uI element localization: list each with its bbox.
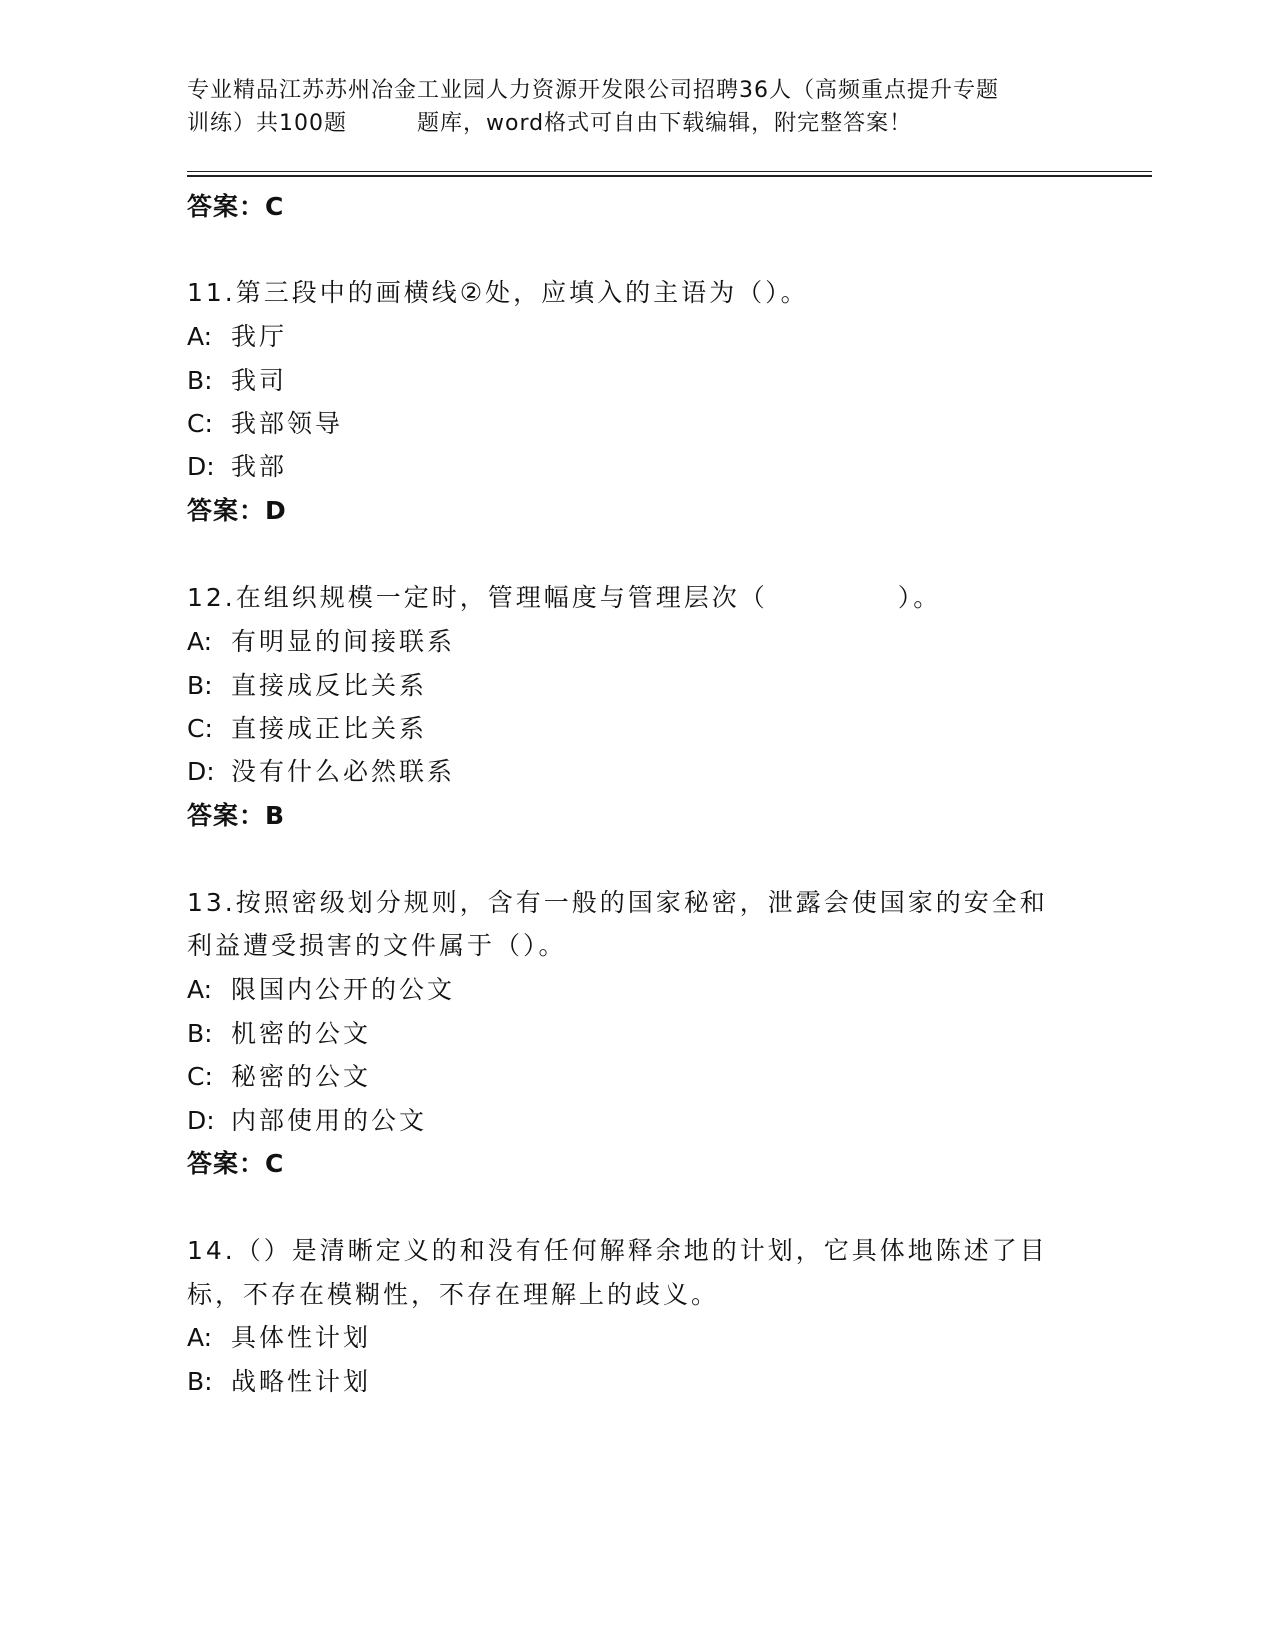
question-12-answer: 答案：B	[187, 801, 286, 830]
previous-answer: 答案：C	[187, 192, 285, 221]
question-12-stem-part-1: 12.在组织规模一定时，管理幅度与管理层次（	[187, 583, 768, 612]
header-line-2	[187, 107, 1087, 140]
option-letter: C:	[187, 409, 213, 438]
question-13-option-a	[187, 973, 455, 1007]
header-line-2-part-1: 训练）共100题	[187, 111, 347, 136]
option-letter: D:	[187, 1106, 215, 1135]
option-text: 战略性计划	[231, 1367, 372, 1396]
option-text: 机密的公文	[231, 1019, 372, 1048]
question-14-stem-line-2: 标，不存在模糊性，不存在理解上的歧义。	[187, 1280, 720, 1309]
question-14-option-a	[187, 1321, 371, 1355]
option-letter: C:	[187, 714, 213, 743]
question-11-stem: 11.第三段中的画横线②处，应填入的主语为（）。	[187, 278, 809, 307]
question-13-option-d	[187, 1104, 427, 1138]
question-13-stem-line-1: 13.按照密级划分规则，含有一般的国家秘密，泄露会使国家的安全和	[187, 888, 1048, 917]
option-letter: D:	[187, 452, 215, 481]
option-text: 有明显的间接联系	[231, 627, 456, 656]
option-letter: A:	[187, 975, 213, 1004]
option-letter: B:	[187, 1019, 213, 1048]
question-12-option-d	[187, 755, 455, 789]
option-letter: B:	[187, 366, 213, 395]
option-letter: A:	[187, 322, 213, 351]
question-12-option-a	[187, 625, 455, 659]
question-13-option-c	[187, 1060, 371, 1094]
option-letter: D:	[187, 757, 215, 786]
option-text: 直接成正比关系	[231, 714, 428, 743]
question-11-option-c	[187, 407, 343, 441]
option-text: 我部	[231, 452, 288, 481]
question-14-option-b	[187, 1365, 371, 1399]
question-12-stem-part-2: ）。	[897, 583, 942, 612]
document-header	[187, 74, 1087, 140]
option-text: 具体性计划	[231, 1323, 372, 1352]
question-12-option-c	[187, 712, 427, 746]
question-11-option-d	[187, 450, 287, 484]
question-12-stem	[187, 581, 941, 615]
option-letter: B:	[187, 671, 213, 700]
question-12-option-b	[187, 669, 427, 703]
header-line-1: 专业精品江苏苏州冶金工业园人力资源开发限公司招聘36人（高频重点提升专题	[187, 78, 999, 103]
question-13-stem-line-2: 利益遭受损害的文件属于（）。	[187, 931, 567, 960]
header-rule-thick	[187, 175, 1152, 177]
question-13-answer: 答案：C	[187, 1149, 285, 1178]
question-11-answer: 答案：D	[187, 496, 287, 525]
option-text: 没有什么必然联系	[231, 757, 456, 786]
option-letter: A:	[187, 627, 213, 656]
option-letter: A:	[187, 1323, 213, 1352]
option-text: 直接成反比关系	[231, 671, 428, 700]
question-11-option-b	[187, 364, 287, 398]
option-text: 内部使用的公文	[231, 1106, 428, 1135]
option-text: 限国内公开的公文	[231, 975, 456, 1004]
option-text: 秘密的公文	[231, 1062, 372, 1091]
option-text: 我司	[231, 366, 288, 395]
option-letter: B:	[187, 1367, 213, 1396]
question-13-option-b	[187, 1017, 371, 1051]
header-line-2-part-2: 题库，word格式可自由下载编辑，附完整答案！	[417, 111, 913, 136]
option-letter: C:	[187, 1062, 213, 1091]
question-14-stem-line-1: 14.（）是清晰定义的和没有任何解释余地的计划，它具体地陈述了目	[187, 1236, 1048, 1265]
option-text: 我部领导	[231, 409, 344, 438]
option-text: 我厅	[231, 322, 288, 351]
header-rule-thin	[187, 171, 1152, 172]
question-11-option-a	[187, 320, 287, 354]
